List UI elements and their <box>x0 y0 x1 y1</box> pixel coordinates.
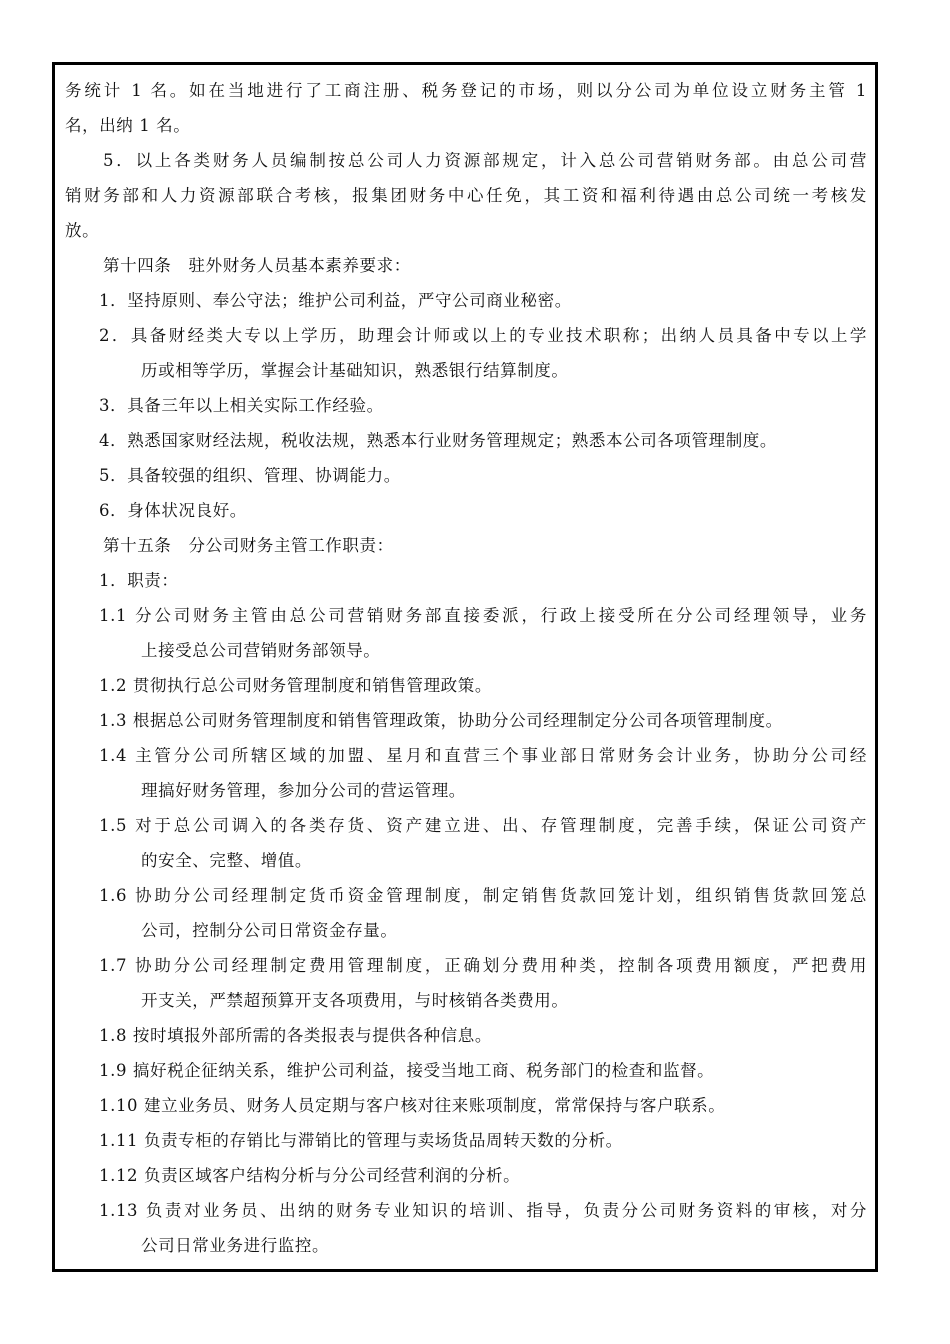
text-line: 第十五条 分公司财务主管工作职责： <box>103 536 394 555</box>
text-line: 第十四条 驻外财务人员基本素养要求： <box>103 256 411 275</box>
text-line: 1.7 协助分公司经理制定费用管理制度，正确划分费用种类，控制各项费用额度，严把费用 <box>99 956 867 975</box>
text-line: 1．坚持原则、奉公守法；维护公司利益，严守公司商业秘密。 <box>99 291 572 310</box>
text-line: 名，出纳 1 名。 <box>65 116 191 135</box>
text-line: 1.6 协助分公司经理制定货币资金管理制度，制定销售货款回笼计划，组织销售货款回笼总 <box>99 886 867 905</box>
text-line: 1.13 负责对业务员、出纳的财务专业知识的培训、指导，负责分公司财务资料的审核，对分 <box>99 1201 867 1220</box>
text-line: 4．熟悉国家财经法规，税收法规，熟悉本行业财务管理规定；熟悉本公司各项管理制度。 <box>99 431 777 450</box>
text-line: 1．职责： <box>99 571 179 590</box>
text-line: 6．身体状况良好。 <box>99 501 247 520</box>
text-line: 1.10 建立业务员、财务人员定期与客户核对往来账项制度，常常保持与客户联系。 <box>99 1096 726 1115</box>
text-line: 1.5 对于总公司调入的各类存货、资产建立进、出、存管理制度，完善手续，保证公司资产 <box>99 816 867 835</box>
text-line: 3．具备三年以上相关实际工作经验。 <box>99 396 384 415</box>
text-line: 1.4 主管分公司所辖区域的加盟、星月和直营三个事业部日常财务会计业务，协助分公司经 <box>99 746 867 765</box>
text-line: 历或相等学历，掌握会计基础知识，熟悉银行结算制度。 <box>141 361 569 380</box>
text-line: 上接受总公司营销财务部领导。 <box>141 641 381 660</box>
text-line: 1.9 搞好税企征纳关系，维护公司利益，接受当地工商、税务部门的检查和监督。 <box>99 1061 715 1080</box>
text-line: 公司日常业务进行监控。 <box>141 1236 330 1255</box>
text-line: 1.3 根据总公司财务管理制度和销售管理政策，协助分公司经理制定分公司各项管理制度。 <box>99 711 783 730</box>
text-line: 1.1 分公司财务主管由总公司营销财务部直接委派，行政上接受所在分公司经理领导，业务 <box>99 606 867 625</box>
text-line: 的安全、完整、增值。 <box>141 851 312 870</box>
text-line: 开支关，严禁超预算开支各项费用，与时核销各类费用。 <box>141 991 569 1010</box>
document-frame <box>52 62 878 1272</box>
text-line: 1.2 贯彻执行总公司财务管理制度和销售管理政策。 <box>99 676 492 695</box>
text-line: 1.8 按时填报外部所需的各类报表与提供各种信息。 <box>99 1026 492 1045</box>
text-line: 1.12 负责区域客户结构分析与分公司经营利润的分析。 <box>99 1166 521 1185</box>
text-line: 理搞好财务管理，参加分公司的营运管理。 <box>141 781 466 800</box>
text-line: 放。 <box>65 221 100 240</box>
text-line: 5．以上各类财务人员编制按总公司人力资源部规定，计入总公司营销财务部。由总公司营 <box>103 151 867 170</box>
text-line: 5．具备较强的组织、管理、协调能力。 <box>99 466 401 485</box>
text-line: 1.11 负责专柜的存销比与滞销比的管理与卖场货品周转天数的分析。 <box>99 1131 623 1150</box>
text-line: 销财务部和人力资源部联合考核，报集团财务中心任免，其工资和福利待遇由总公司统一考核发 <box>65 186 867 205</box>
text-line: 2．具备财经类大专以上学历，助理会计师或以上的专业技术职称；出纳人员具备中专以上学 <box>99 326 867 345</box>
text-line: 务统计 1 名。如在当地进行了工商注册、税务登记的市场，则以分公司为单位设立财务主管 1 <box>65 81 867 100</box>
text-line: 公司，控制分公司日常资金存量。 <box>141 921 398 940</box>
